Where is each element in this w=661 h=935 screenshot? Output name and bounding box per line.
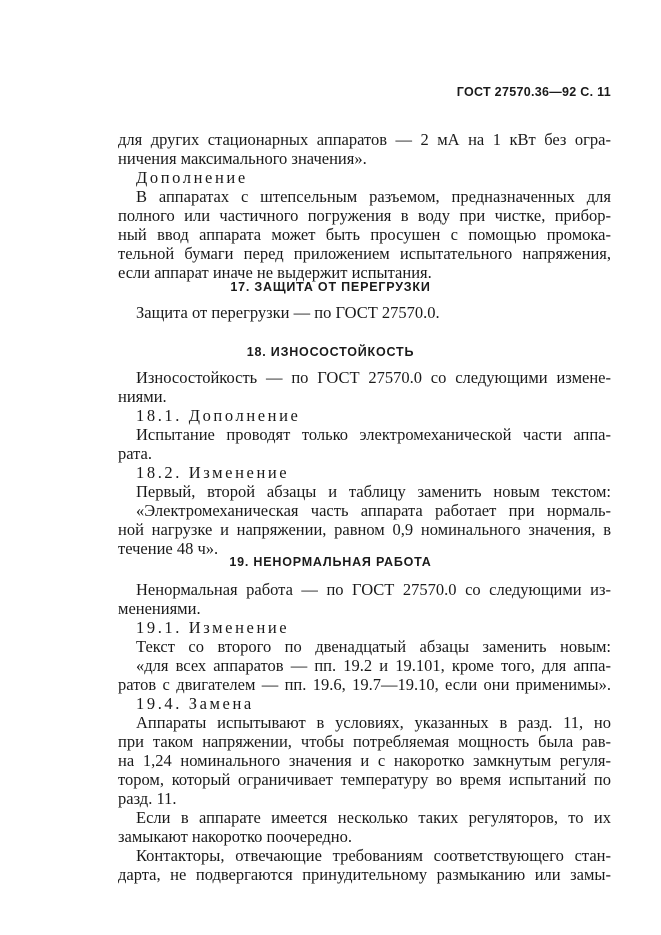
text-line: замыкают накоротко поочередно. xyxy=(118,827,353,846)
subheading: 18.1. Дополнение xyxy=(136,406,301,425)
text-line: ратов с двигателем — пп. 19.6, 19.7—19.10, если они применимы». xyxy=(118,675,611,694)
text-line: рата. xyxy=(118,444,153,463)
subheading: 19.1. Изменение xyxy=(136,618,290,637)
subheading: 19.4. Замена xyxy=(136,694,254,713)
text-line: дарта, не подвергаются принудительному размыканию или замы- xyxy=(118,865,611,884)
text-line: Контакторы, отвечающие требованиям соответствующего стан- xyxy=(136,846,611,865)
text-line: Ненормальная работа — по ГОСТ 27570.0 со следующими из- xyxy=(136,580,611,599)
text-line: Защита от перегрузки — по ГОСТ 27570.0. xyxy=(136,303,440,322)
text-line: ниями. xyxy=(118,387,167,406)
text-line: разд. 11. xyxy=(118,789,177,808)
section-heading: 19. НЕНОРМАЛЬНАЯ РАБОТА xyxy=(229,555,432,569)
text-line: Если в аппарате имеется несколько таких регуляторов, то их xyxy=(136,808,611,827)
text-line: Текст со второго по двенадцатый абзацы заменить новым: xyxy=(136,637,611,656)
text-line: «для всех аппаратов — пп. 19.2 и 19.101, кроме того, для аппа- xyxy=(136,656,611,675)
text-line: Аппараты испытывают в условиях, указанных в разд. 11, но xyxy=(136,713,611,732)
text-line: течение 48 ч». xyxy=(118,539,219,558)
text-line: менениями. xyxy=(118,599,201,618)
text-line: «Электромеханическая часть аппарата работает при нормаль- xyxy=(136,501,611,520)
subheading: 18.2. Изменение xyxy=(136,463,290,482)
text-line: полного или частичного погружения в воду при чистке, прибор- xyxy=(118,206,611,225)
text-line: тельной бумаги перед приложением испытательного напряжения, xyxy=(118,244,611,263)
text-line: ный ввод аппарата может быть просушен с помощью промока- xyxy=(118,225,611,244)
text-line: Испытание проводят только электромеханической части аппа- xyxy=(136,425,611,444)
text-line: В аппаратах с штепсельным разъемом, предназначенных для xyxy=(136,187,611,206)
text-line: тором, который ограничивает температуру во время испытаний по xyxy=(118,770,611,789)
text-line: ничения максимального значения». xyxy=(118,149,367,168)
text-line: при таком напряжении, чтобы потребляемая мощность была рав- xyxy=(118,732,611,751)
section-heading: 18. ИЗНОСОСТОЙКОСТЬ xyxy=(246,345,415,359)
page-header: ГОСТ 27570.36—92 С. 11 xyxy=(456,85,611,99)
text-line: если аппарат иначе не выдержит испытания. xyxy=(118,263,432,282)
text-line: на 1,24 номинального значения и с накоротко замкнутым регуля- xyxy=(118,751,611,770)
text-line: ной нагрузке и напряжении, равном 0,9 номинального значения, в xyxy=(118,520,611,539)
subheading: Дополнение xyxy=(136,168,248,187)
text-line: Износостойкость — по ГОСТ 27570.0 со следующими измене- xyxy=(136,368,611,387)
text-line: для других стационарных аппаратов — 2 мА на 1 кВт без огра- xyxy=(118,130,611,149)
text-line: Первый, второй абзацы и таблицу заменить новым текстом: xyxy=(136,482,611,501)
section-heading: 17. ЗАЩИТА ОТ ПЕРЕГРУЗКИ xyxy=(230,280,431,294)
